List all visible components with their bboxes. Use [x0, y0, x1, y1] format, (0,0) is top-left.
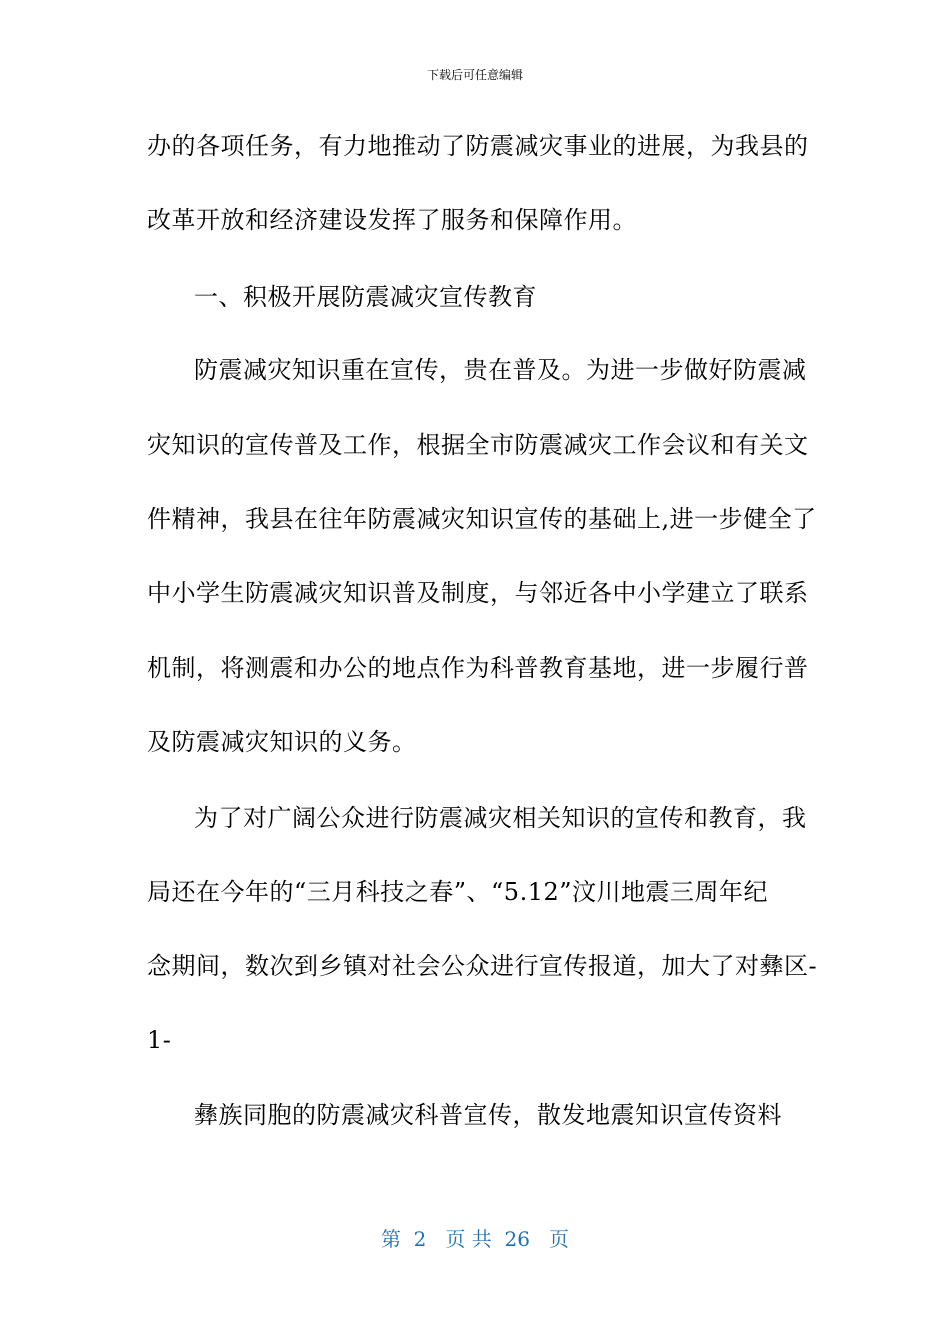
body-line: 念期间，数次到乡镇对社会公众进行宣传报道，加大了对彝区-	[147, 952, 818, 980]
page-number-footer: 第 2 页 共 26 页	[380, 1227, 570, 1251]
page-marker: 1-	[147, 1026, 172, 1054]
body-line: 彝族同胞的防震减灾科普宣传，散发地震知识宣传资料	[194, 1101, 782, 1129]
body-line: 为了对广阔公众进行防震减灾相关知识的宣传和教育，我	[194, 804, 807, 832]
body-line: 办的各项任务，有力地推动了防震减灾事业的进展，为我县的	[147, 132, 809, 160]
body-line: 改革开放和经济建设发挥了服务和保障作用。	[147, 206, 637, 234]
section-heading: 一、积极开展防震减灾宣传教育	[194, 283, 537, 311]
body-line: 机制，将测震和办公的地点作为科普教育基地，进一步履行普	[147, 654, 809, 682]
body-line: 防震减灾知识重在宣传，贵在普及。为进一步做好防震减	[194, 356, 807, 384]
body-line: 件精神，我县在往年防震减灾知识宣传的基础上,进一步健全了	[147, 505, 817, 533]
body-line: 中小学生防震减灾知识普及制度，与邻近各中小学建立了联系	[147, 579, 809, 607]
body-line: 及防震减灾知识的义务。	[147, 728, 417, 756]
header-note: 下载后可任意编辑	[426, 68, 523, 82]
body-line: 灾知识的宣传普及工作，根据全市防震减灾工作会议和有关文	[147, 431, 809, 459]
body-line: 局还在今年的“三月科技之春”、“5.12”汶川地震三周年纪	[147, 878, 769, 906]
